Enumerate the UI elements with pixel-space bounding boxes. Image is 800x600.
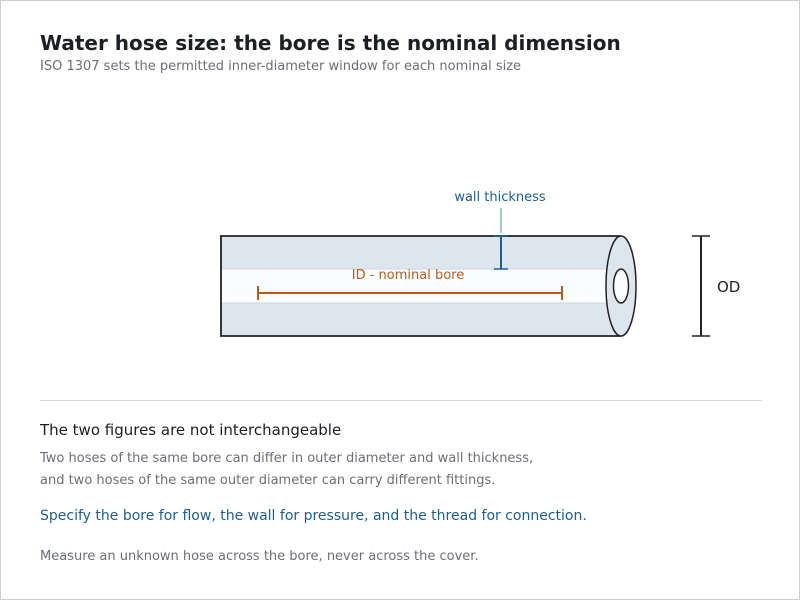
section-divider [40,400,762,401]
hose-diagram [1,1,799,399]
bore-label: ID - nominal bore [351,268,465,283]
measurement-note: Measure an unknown hose across the bore, never across the cover. [40,549,479,564]
hose-end-bore [614,269,629,303]
page-title: Water hose size: the bore is the nominal dimension [40,31,621,55]
section-heading: The two figures are not interchangeable [40,421,342,439]
page-subtitle: ISO 1307 sets the permitted inner-diameter window for each nominal size [40,59,522,74]
od-label: OD [717,278,741,296]
explanation-line-2: and two hoses of the same outer diameter can carry different fittings. [40,473,496,488]
specification-advice: Specify the bore for flow, the wall for pressure, and the thread for connection. [40,508,587,524]
explanation-line-1: Two hoses of the same bore can differ in outer diameter and wall thickness, [40,451,534,466]
wall-thickness-label: wall thickness [454,190,546,205]
